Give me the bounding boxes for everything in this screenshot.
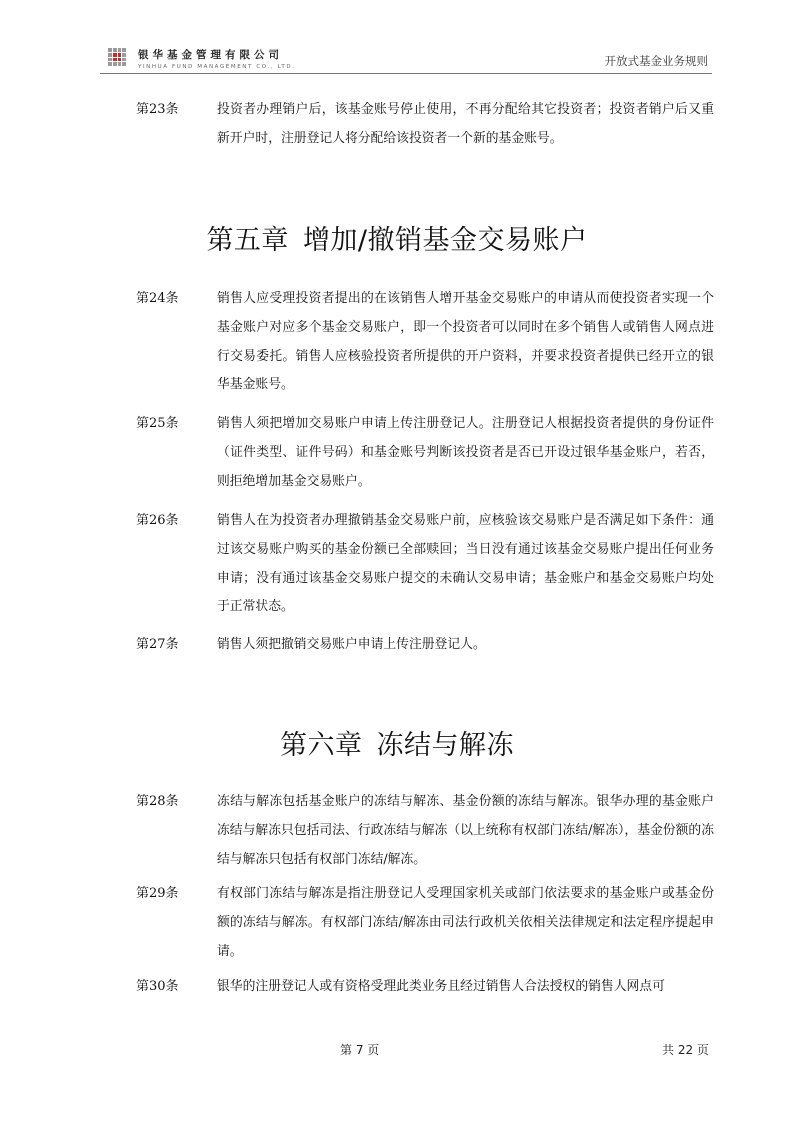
chapter-title: 增加/撤销基金交易账户 [302,225,588,256]
article-number: 第30条 [136,979,179,994]
company-name-en: YINHUA FUND MANAGEMENT CO., LTD. [138,64,296,70]
article-25 [136,410,714,496]
article-number: 第27条 [136,637,179,652]
article-23 [136,96,714,154]
article-text: 有权部门冻结与解冻是指注册登记人受理国家机关或部门依法要求的基金账户或基金份额的冻结与解冻。有权部门冻结/解冻由司法行政机关依相关法律规定和法定程序提起申请。 [217,886,714,959]
article-number: 第25条 [136,416,179,431]
header-divider [100,73,712,74]
article-text: 销售人应受理投资者提出的在该销售人增开基金交易账户的申请从而使投资者实现一个基金账户对应多个基金交易账户，即一个投资者可以同时在多个销售人或销售人网点进行交易委托。销售人应核验投资者所提供的开户资料，并要求投资者提供已经开立的银华基金账号。 [217,291,714,393]
article-text: 销售人须把增加交易账户申请上传注册登记人。注册登记人根据投资者提供的身份证件（证件类型、证件号码）和基金账号判断该投资者是否已开设过银华基金账户，若否，则拒绝增加基金交易账户。 [217,416,714,489]
chapter-6-heading [0,723,794,762]
page-total: 共 22 页 [662,1043,709,1057]
document-title: 开放式基金业务规则 [604,54,708,68]
article-text: 冻结与解冻包括基金账户的冻结与解冻、基金份额的冻结与解冻。银华办理的基金账户冻结与解冻只包括司法、行政冻结与解冻（以上统称有权部门冻结/解冻），基金份额的冻结与解冻只包括有权部门冻结/解冻。 [217,794,714,867]
article-text: 银华的注册登记人或有资格受理此类业务且经过销售人合法授权的销售人网点可 [217,979,665,994]
chapter-label: 第六章 [280,730,363,761]
article-number: 第29条 [136,886,179,901]
article-text: 投资者办理销户后，该基金账号停止使用，不再分配给其它投资者；投资者销户后又重新开户时，注册登记人将分配给该投资者一个新的基金账号。 [217,102,714,146]
page-header [100,44,712,74]
company-logo-icon [108,48,126,66]
company-name-cn: 银华基金管理有限公司 [138,49,283,61]
article-text: 销售人在为投资者办理撤销基金交易账户前，应核验该交易账户是否满足如下条件：通过该交易账户购买的基金份额已全部赎回；当日没有通过该基金交易账户提出任何业务申请；没有通过该基金交易账户提交的未确认交易申请；基金账户和基金交易账户均处于正常状态。 [217,513,714,615]
page-number: 第 7 页 [340,1043,380,1057]
article-29 [136,880,714,966]
article-number: 第28条 [136,794,179,809]
article-text: 销售人须把撤销交易账户申请上传注册登记人。 [217,637,486,652]
chapter-title: 冻结与解冻 [376,730,514,761]
article-number: 第23条 [136,102,179,117]
article-27 [136,631,714,660]
article-28 [136,788,714,874]
article-number: 第26条 [136,513,179,528]
article-number: 第24条 [136,291,179,306]
article-26 [136,507,714,622]
chapter-label: 第五章 [206,225,289,256]
article-24 [136,285,714,400]
article-30 [136,973,714,1002]
chapter-5-heading [0,218,794,257]
